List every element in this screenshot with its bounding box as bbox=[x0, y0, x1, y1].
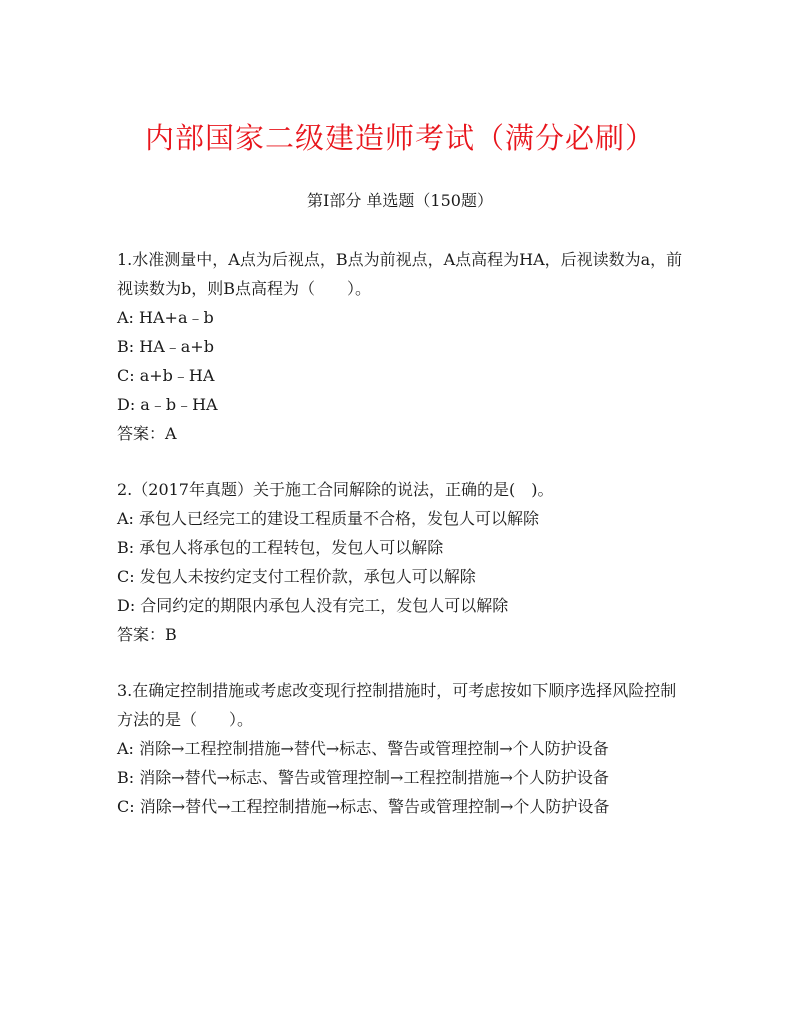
option-a: A: 消除→工程控制措施→替代→标志、警告或管理控制→个人防护设备 bbox=[117, 739, 609, 758]
option-b: B: 消除→替代→标志、警告或管理控制→工程控制措施→个人防护设备 bbox=[117, 768, 609, 787]
answer: 答案：A bbox=[117, 424, 177, 443]
document-title: 内部国家二级建造师考试（满分必刷） bbox=[144, 121, 655, 155]
question-text: 1.水准测量中，A点为后视点，B点为前视点，A点高程为HA，后视读数为a，前视读数为b，则B点高程为（ ）。 bbox=[117, 250, 683, 298]
question-list bbox=[117, 245, 687, 848]
option-b: B: 承包人将承包的工程转包，发包人可以解除 bbox=[117, 538, 444, 557]
question-text: 2.（2017年真题）关于施工合同解除的说法，正确的是( )。 bbox=[117, 480, 554, 499]
question-1 bbox=[117, 245, 687, 448]
section-title: 第Ⅰ部分 单选题（150题） bbox=[307, 191, 493, 210]
answer: 答案：B bbox=[117, 625, 177, 644]
option-c: C: a+b﹣HA bbox=[117, 366, 215, 385]
question-3 bbox=[117, 676, 687, 821]
option-d: D: a﹣b﹣HA bbox=[117, 395, 218, 414]
option-a: A: 承包人已经完工的建设工程质量不合格，发包人可以解除 bbox=[117, 509, 540, 528]
option-c: C: 发包人未按约定支付工程价款，承包人可以解除 bbox=[117, 567, 476, 586]
option-d: D: 合同约定的期限内承包人没有完工，发包人可以解除 bbox=[117, 596, 509, 615]
option-a: A: HA+a﹣b bbox=[117, 308, 214, 327]
question-2 bbox=[117, 475, 687, 649]
option-c: C: 消除→替代→工程控制措施→标志、警告或管理控制→个人防护设备 bbox=[117, 797, 610, 816]
question-text: 3.在确定控制措施或考虑改变现行控制措施时，可考虑按如下顺序选择风险控制方法的是（ ）。 bbox=[117, 681, 677, 729]
option-b: B: HA﹣a+b bbox=[117, 337, 214, 356]
